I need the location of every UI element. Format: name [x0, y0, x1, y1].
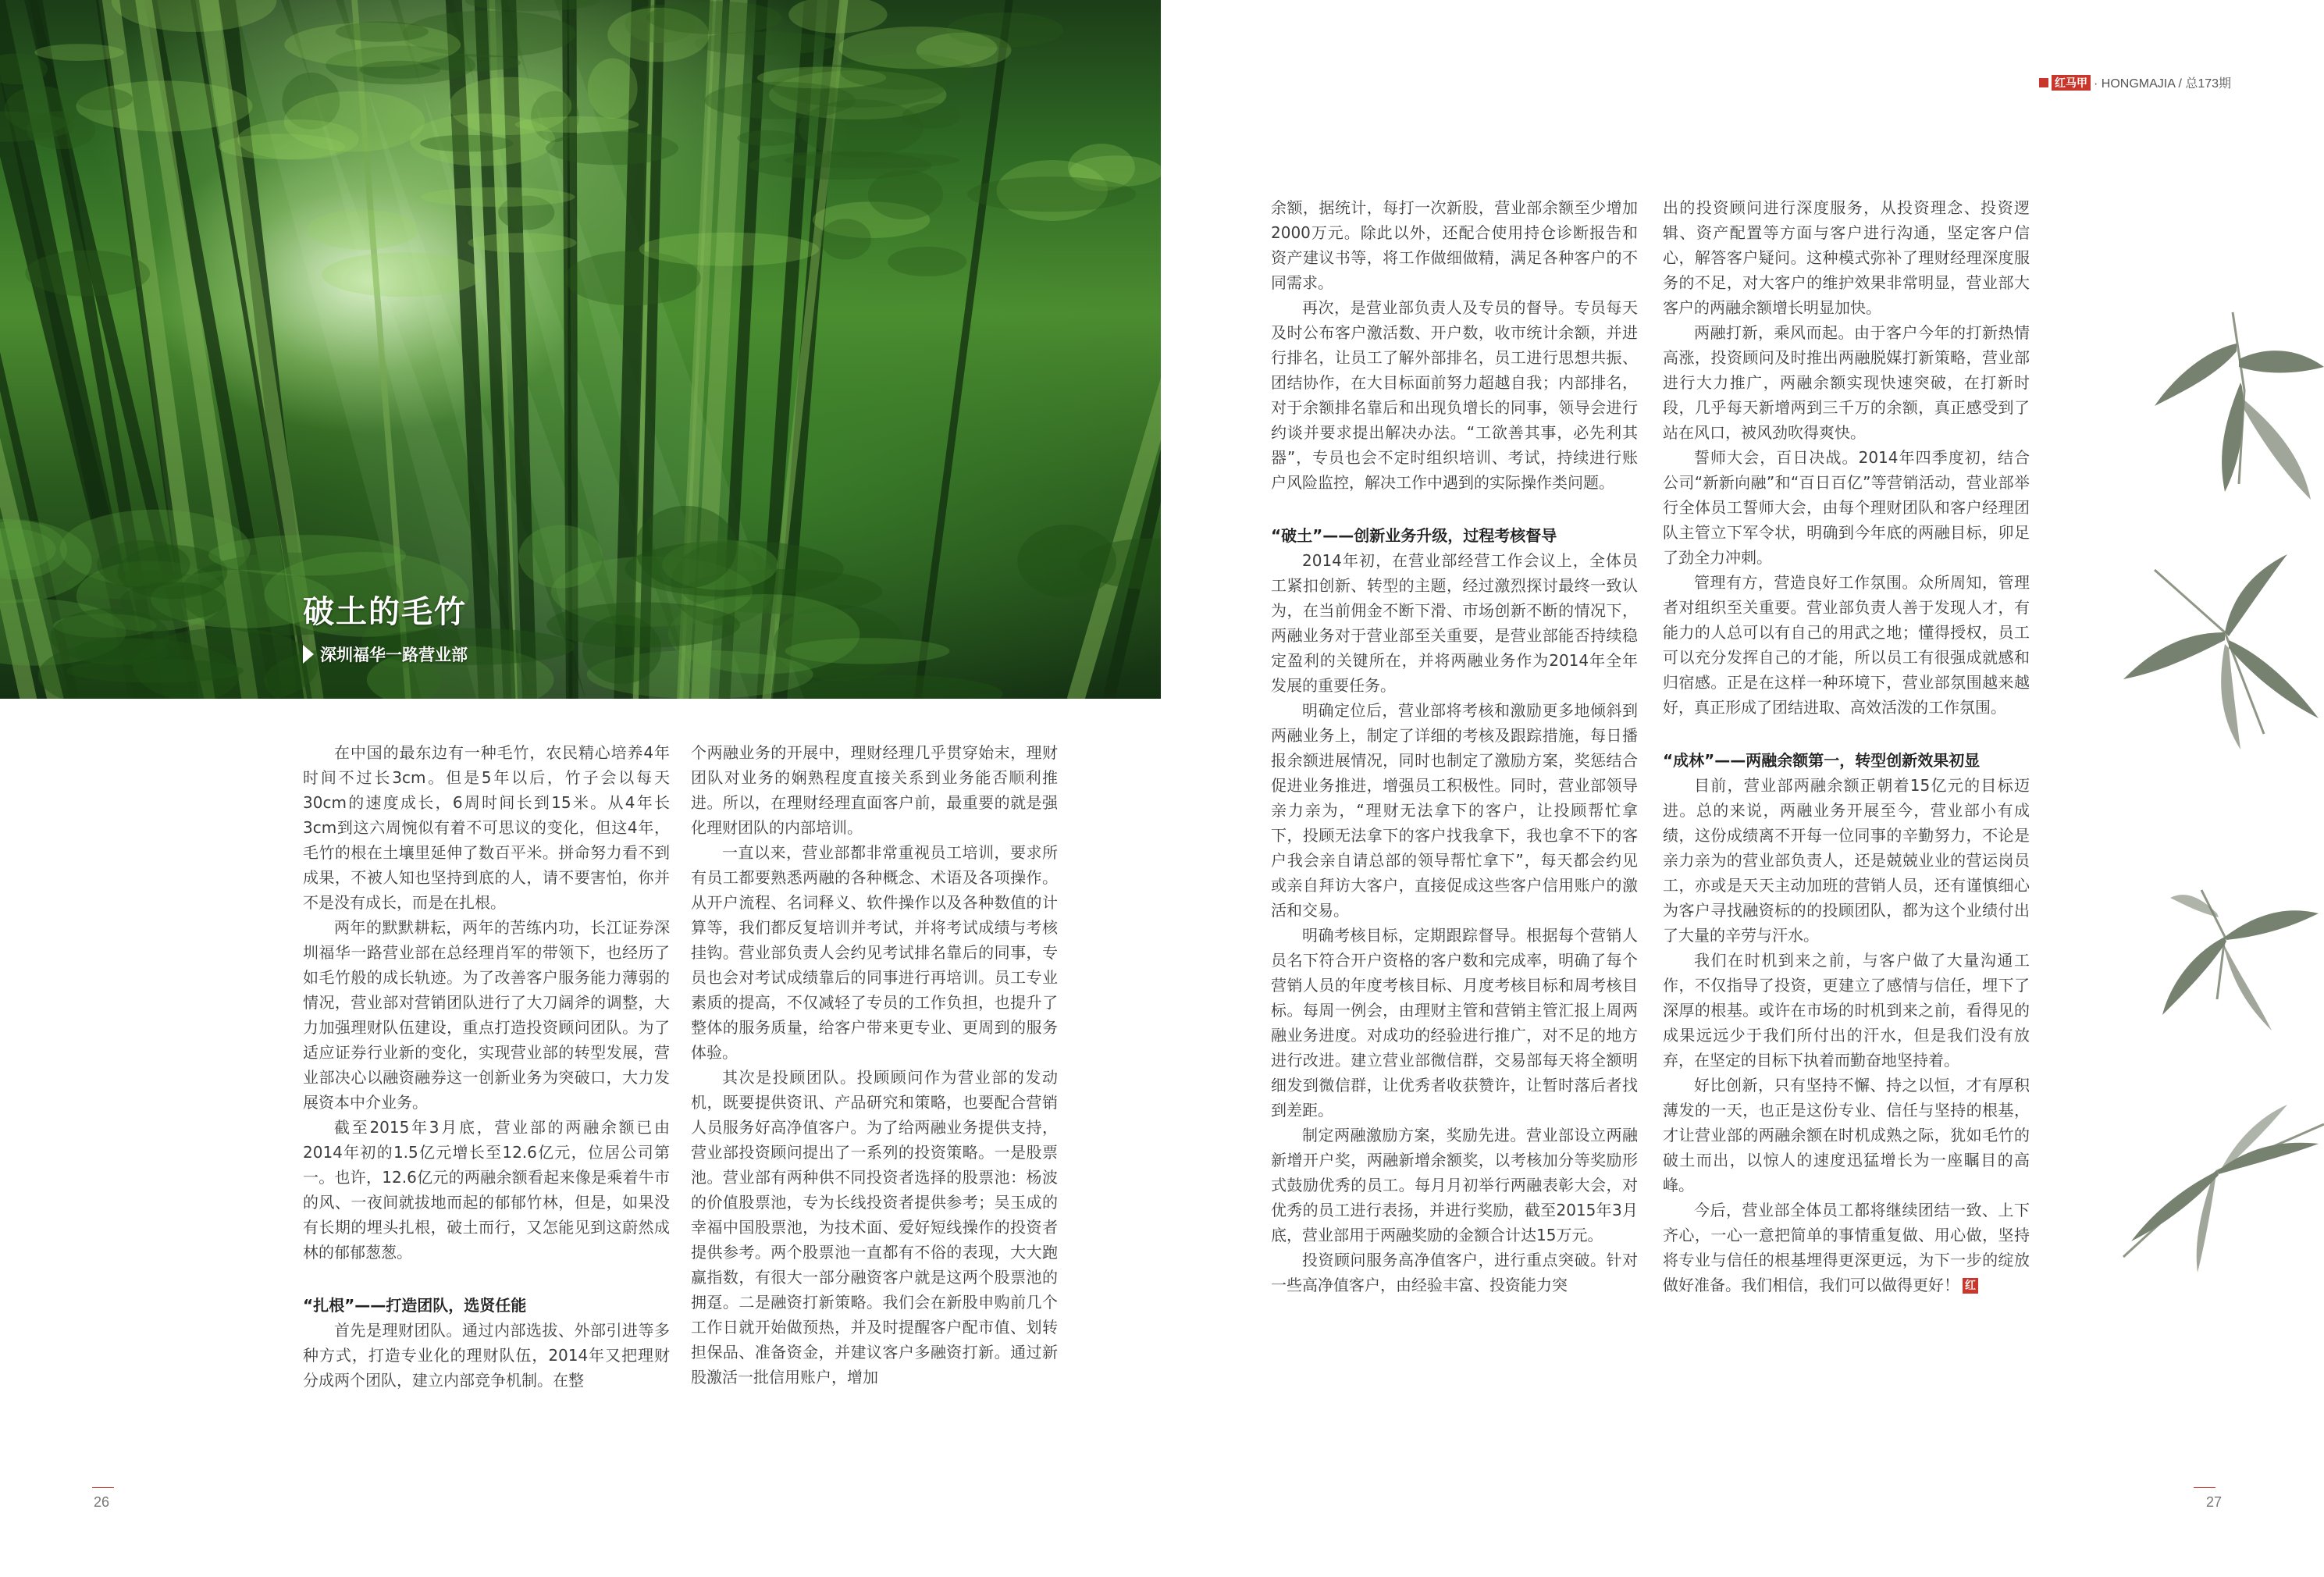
- paragraph: 制定两融激励方案，奖励先进。营业部设立两融新增开户奖，两融新增余额奖，以考核加分等奖励形式鼓励优秀的员工。每月月初举行两融表彰大会，对优秀的员工进行表扬，并进行奖励，截至2015年3月底，营业部用于两融奖励的金额合计达15万元。: [1271, 1126, 1638, 1244]
- play-triangle-icon: [303, 645, 314, 664]
- article-title: 破土的毛竹: [303, 594, 467, 630]
- paragraph: 誓师大会，百日决战。2014年四季度初，结合公司“新新向融”和“百日百亿”等营销活动，营业部举行全体员工誓师大会，由每个理财团队和客户经理团队主管立下军令状，明确到今年底的两融目标，卯足了劲全力冲刺。: [1663, 448, 2030, 567]
- paragraph: 个两融业务的开展中，理财经理几乎贯穿始末，理财团队对业务的娴熟程度直接关系到业务能否顺利推进。所以，在理财经理直面客户前，最重要的就是强化理财团队的内部培训。: [691, 743, 1058, 837]
- paragraph: 投资顾问服务高净值客户，进行重点突破。针对一些高净值客户，由经验丰富、投资能力突: [1271, 1251, 1638, 1294]
- paragraph: 其次是投顾团队。投顾顾问作为营业部的发动机，既要提供资讯、产品研究和策略，也要配合营销人员服务好高净值客户。为了给两融业务提供支持，营业部投资顾问提出了一系列的投资策略。一是股票池。营业部有两种供不同投资者选择的股票池：杨波的价值股票池，专为长线投资者提供参考；吴玉成的幸福中国股票池，为技术面、爱好短线操作的投资者提供参考。两个股票池一直都有不俗的表现，大大跑赢指数，有很大一部分融资客户就是这两个股票池的拥趸。二是融资打新策略。我们会在新股申购前几个工作日就开始做预热，并及时提醒客户配市值、划转担保品、准备资金，并建议客户多融资打新。通过新股激活一批信用账户，增加: [691, 1068, 1058, 1387]
- bamboo-forest-photo: [0, 0, 1161, 699]
- right-column-1: [1271, 195, 1638, 1298]
- paragraph: 余额，据统计，每打一次新股，营业部余额至少增加2000万元。除此以外，还配合使用持仓诊断报告和资产建议书等，将工作做细做精，满足各种客户的不同需求。: [1271, 198, 1638, 292]
- end-mark-logo: 红: [1963, 1278, 1978, 1294]
- bamboo-illustration: [0, 0, 1161, 699]
- paragraph: 再次，是营业部负责人及专员的督导。专员每天及时公布客户激活数、开户数，收市统计余额，并进行排名，让员工了解外部排名，员工进行思想共振、团结协作，在大目标面前努力超越自我；内部排名，对于余额排名靠后和出现负增长的同事，领导会进行约谈并要求提出解决办法。“工欲善其事，必先利其器”，专员也会不定时组织培训、考试，持续进行账户风险监控，解决工作中遇到的实际操作类问题。: [1271, 298, 1638, 492]
- paragraph: 2014年初，在营业部经营工作会议上，全体员工紧扣创新、转型的主题，经过激烈探讨最终一致认为，在当前佣金不断下滑、市场创新不断的情况下，两融业务对于营业部至关重要，是营业部能否持续稳定盈利的关键所在，并将两融业务作为2014年全年发展的重要任务。: [1271, 551, 1638, 695]
- article-subtitle: [303, 643, 468, 666]
- section-heading: “破土”——创新业务升级，过程考核督导: [1271, 526, 1557, 545]
- right-column-2: [1663, 195, 2030, 1298]
- left-column-2: [691, 740, 1058, 1390]
- paragraph: 好比创新，只有坚持不懈、持之以恒，才有厚积薄发的一天，也正是这份专业、信任与坚持的根基，才让营业部的两融余额在时机成熟之际，犹如毛竹的破土而出，以惊人的速度迅猛增长为一座瞩目的高峰。: [1663, 1076, 2030, 1194]
- page-number-rule: [92, 1487, 114, 1488]
- brand-logo: 红马甲: [2052, 75, 2091, 91]
- paragraph: 首先是理财团队。通过内部选拔、外部引进等多种方式，打造专业化的理财队伍，2014年又把理财分成两个团队，建立内部竞争机制。在整: [303, 1321, 670, 1390]
- paragraph: 目前，营业部两融余额正朝着15亿元的目标迈进。总的来说，两融业务开展至今，营业部小有成绩，这份成绩离不开每一位同事的辛勤努力，不论是亲力亲为的营业部负责人，还是兢兢业业的营运岗员工，亦或是天天主动加班的营销人员，还有谨慎细心为客户寻找融资标的的投顾团队，都为这个业绩付出了大量的辛劳与汗水。: [1663, 776, 2030, 945]
- paragraph: 两融打新，乘风而起。由于客户今年的打新热情高涨，投资顾问及时推出两融脱媒打新策略，营业部进行大力推广，两融余额实现快速突破，在打新时段，几乎每天新增两到三千万的余额，真正感受到了站在风口，被风劲吹得爽快。: [1663, 323, 2030, 442]
- paragraph-text: 今后，营业部全体员工都将继续团结一致、上下齐心，一心一意把简单的事情重复做、用心做，坚持将专业与信任的根基埋得更深更远，为下一步的绽放做好准备。我们相信，我们可以做得更好！: [1663, 1201, 2030, 1294]
- brand-mark-icon: [2039, 78, 2048, 87]
- paragraph-last: [1663, 1198, 2030, 1298]
- section-heading: “扎根”——打造团队，选贤任能: [303, 1296, 527, 1315]
- paragraph: 两年的默默耕耘，两年的苦练内功，长江证券深圳福华一路营业部在总经理肖军的带领下，也经历了如毛竹般的成长轨迹。为了改善客户服务能力薄弱的情况，营业部对营销团队进行了大刀阔斧的调整，大力加强理财队伍建设，重点打造投资顾问团队。为了适应证券行业新的变化，实现营业部的转型发展，营业部决心以融资融券这一创新业务为突破口，大力发展资本中介业务。: [303, 918, 670, 1112]
- paragraph: 截至2015年3月底，营业部的两融余额已由2014年初的1.5亿元增长至12.6亿元，位居公司第一。也许，12.6亿元的两融余额看起来像是乘着牛市的风、一夜间就拔地而起的郁郁竹林，但是，如果没有长期的埋头扎根，破土而行，又怎能见到这蔚然成林的郁郁葱葱。: [303, 1118, 670, 1262]
- paragraph: 我们在时机到来之前，与客户做了大量沟通工作，不仅指导了投资，更建立了感情与信任，埋下了深厚的根基。或许在市场的时机到来之前，看得见的成果远远少于我们所付出的汗水，但是我们没有放弃，在坚定的目标下执着而勤奋地坚持着。: [1663, 951, 2030, 1070]
- paragraph: 一直以来，营业部都非常重视员工培训，要求所有员工都要熟悉两融的各种概念、术语及各项操作。从开户流程、名词释义、软件操作以及各种数值的计算等，我们都反复培训并考试，并将考试成绩与考核挂钩。营业部负责人会约见考试排名靠后的同事，专员也会对考试成绩靠后的同事进行再培训。员工专业素质的提高，不仅减轻了专员的工作负担，也提升了整体的服务质量，给客户带来更专业、更周到的服务体验。: [691, 843, 1058, 1062]
- left-column-1: [303, 740, 670, 1393]
- issue-label: · HONGMAJIA / 总173期: [2094, 77, 2232, 91]
- section-heading: “成林”——两融余额第一，转型创新效果初显: [1663, 751, 1981, 770]
- paragraph: 管理有方，营造良好工作氛围。众所周知，管理者对组织至关重要。营业部负责人善于发现人才，有能力的人总可以有自己的用武之地；懂得授权，员工可以充分发挥自己的才能，所以员工有很强成就感和归宿感。正是在这样一种环境下，营业部氛围越来越好，真正形成了团结进取、高效活泼的工作氛围。: [1663, 573, 2030, 717]
- magazine-header: [2039, 73, 2231, 91]
- page-number-rule: [2194, 1487, 2215, 1488]
- page-number-left: 26: [94, 1494, 110, 1510]
- bamboo-leaves-illustration: [2108, 297, 2324, 1390]
- paragraph: 明确定位后，营业部将考核和激励更多地倾斜到两融业务上，制定了详细的考核及跟踪措施，每日播报余额进展情况，同时也制定了激励方案，奖惩结合促进业务推进，增强员工积极性。同时，营业部领导亲力亲为，“理财无法拿下的客户，让投顾帮忙拿下，投顾无法拿下的客户找我拿下，我也拿不下的客户我会亲自请总部的领导帮忙拿下”，每天都会约见或亲自拜访大客户，直接促成这些客户信用账户的激活和交易。: [1271, 701, 1638, 920]
- article-subtitle-text: 深圳福华一路营业部: [320, 646, 468, 664]
- paragraph: 明确考核目标，定期跟踪督导。根据每个营销人员名下符合开户资格的客户数和完成率，明确了每个营销人员的年度考核目标、月度考核目标和周考核目标。每周一例会，由理财主管和营销主管汇报上周两融业务进度。对成功的经验进行推广，对不足的地方进行改进。建立营业部微信群，交易部每天将全额明细发到微信群，让优秀者收获赞许，让暂时落后者找到差距。: [1271, 926, 1638, 1120]
- paragraph: 出的投资顾问进行深度服务，从投资理念、投资逻辑、资产配置等方面与客户进行沟通，坚定客户信心，解答客户疑问。这种模式弥补了理财经理深度服务的不足，对大客户的维护效果非常明显，营业部大客户的两融余额增长明显加快。: [1663, 198, 2030, 317]
- page-number-right: 27: [2206, 1494, 2223, 1510]
- paragraph: 在中国的最东边有一种毛竹，农民精心培养4年时间不过长3cm。但是5年以后，竹子会以每天30cm的速度成长，6周时间长到15米。从4年长3cm到这六周惋似有着不可思议的变化，但这4年，毛竹的根在土壤里延伸了数百平米。拼命努力看不到成果，不被人知也坚持到底的人，请不要害怕，你并不是没有成长，而是在扎根。: [303, 743, 670, 912]
